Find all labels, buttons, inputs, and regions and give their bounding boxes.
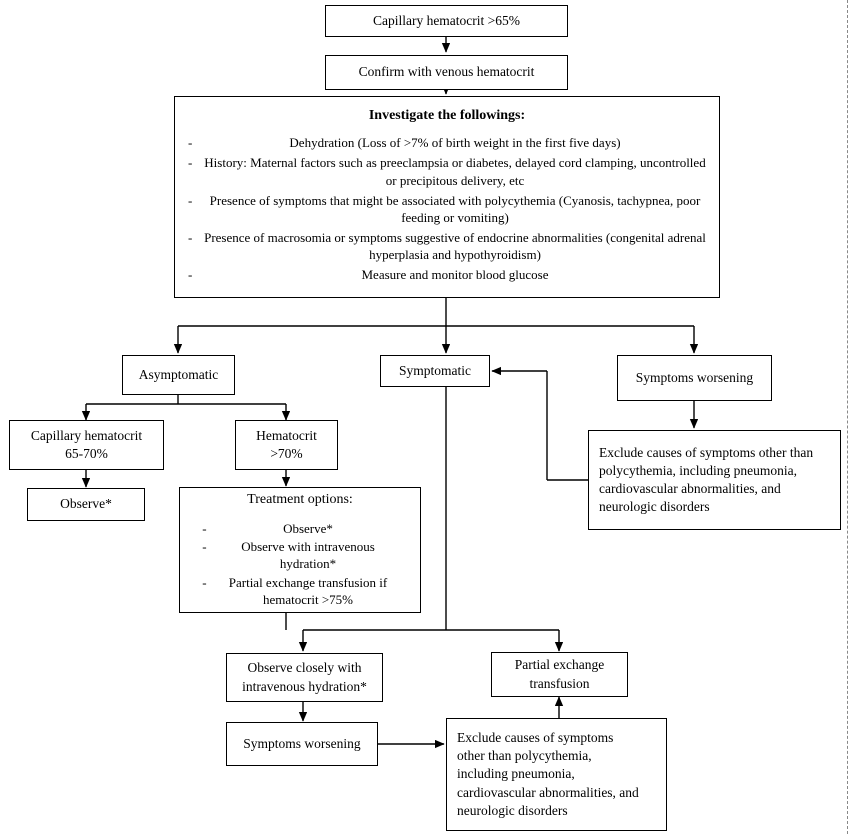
node-partial-exchange-line2: transfusion (529, 675, 590, 691)
node-investigate (174, 96, 720, 298)
list-item: - Observe with intravenous hydration* (199, 538, 401, 572)
node-exclude-causes-right-line4: neurologic disorders (599, 499, 710, 515)
node-hematocrit-over-70 (235, 420, 338, 470)
list-item: - Dehydration (Loss of >7% of birth weight in the first five days) (185, 134, 709, 151)
list-item: - Presence of macrosomia or symptoms suggestive of endocrine abnormalities (congenital adrenal hyperplasia and hypothyroidism) (185, 229, 709, 263)
node-asymptomatic (122, 355, 235, 395)
node-symptoms-worsening-top (617, 355, 772, 401)
node-capillary-hematocrit (325, 5, 568, 37)
node-observe-closely-line1: Observe closely with (247, 660, 362, 676)
node-exclude-causes-right-line2: polycythemia, including pneumonia, (599, 462, 797, 478)
list-item: - Partial exchange transfusion if hematocrit >75% (199, 574, 401, 608)
node-capillary-hematocrit-text: Capillary hematocrit >65% (372, 12, 521, 28)
node-treatment-options (179, 487, 421, 613)
node-symptoms-worsening-bottom-text: Symptoms worsening (243, 735, 361, 751)
node-partial-exchange-transfusion (491, 652, 628, 697)
node-treatment-options-list (199, 520, 401, 609)
node-exclude-causes-bottom-line1: Exclude causes of symptoms (457, 729, 614, 745)
node-symptoms-worsening-bottom (226, 722, 378, 766)
node-observe (27, 488, 145, 521)
node-symptomatic-text: Symptomatic (399, 362, 471, 378)
node-asymptomatic-text: Asymptomatic (138, 366, 219, 382)
node-capillary-65-70-line2: 65-70% (65, 446, 108, 461)
node-exclude-causes-right-line1: Exclude causes of symptoms other than (599, 444, 814, 460)
list-item: - History: Maternal factors such as preeclampsia or diabetes, delayed cord clamping, uncontrolled or precipitous delivery, etc (185, 154, 709, 188)
node-confirm-venous-hematocrit-text: Confirm with venous hematocrit (358, 64, 535, 80)
node-exclude-causes-right (588, 430, 841, 530)
list-item: - Presence of symptoms that might be associated with polycythemia (Cyanosis, tachypnea, poor feeding or vomiting) (185, 192, 709, 226)
node-capillary-65-70 (9, 420, 164, 470)
list-item: - Measure and monitor blood glucose (185, 266, 709, 283)
node-confirm-venous-hematocrit (325, 55, 568, 90)
node-observe-closely (226, 653, 383, 702)
node-exclude-causes-bottom (446, 718, 667, 831)
node-hematocrit-over-70-line2: >70% (270, 446, 303, 461)
node-capillary-65-70-line1: Capillary hematocrit (30, 427, 143, 443)
node-symptomatic (380, 355, 490, 387)
node-exclude-causes-right-line3: cardiovascular abnormalities, and (599, 481, 781, 496)
node-symptoms-worsening-top-text: Symptoms worsening (635, 369, 754, 385)
node-treatment-options-title: Treatment options: (247, 492, 353, 508)
node-exclude-causes-bottom-line5: neurologic disorders (457, 802, 568, 818)
node-observe-text: Observe* (60, 496, 112, 512)
node-partial-exchange-line1: Partial exchange (514, 657, 605, 673)
node-exclude-causes-bottom-line4: cardiovascular abnormalities, and (457, 784, 639, 800)
node-hematocrit-over-70-line1: Hematocrit (256, 427, 317, 443)
node-investigate-title: Investigate the followings: (368, 108, 526, 124)
node-exclude-causes-bottom-line2: other than polycythemia, (457, 748, 592, 764)
node-observe-closely-line2: intravenous hydration* (242, 678, 367, 694)
node-exclude-causes-bottom-line3: including pneumonia, (457, 766, 575, 782)
node-investigate-list (185, 134, 709, 286)
list-item: - Observe* (199, 520, 401, 537)
